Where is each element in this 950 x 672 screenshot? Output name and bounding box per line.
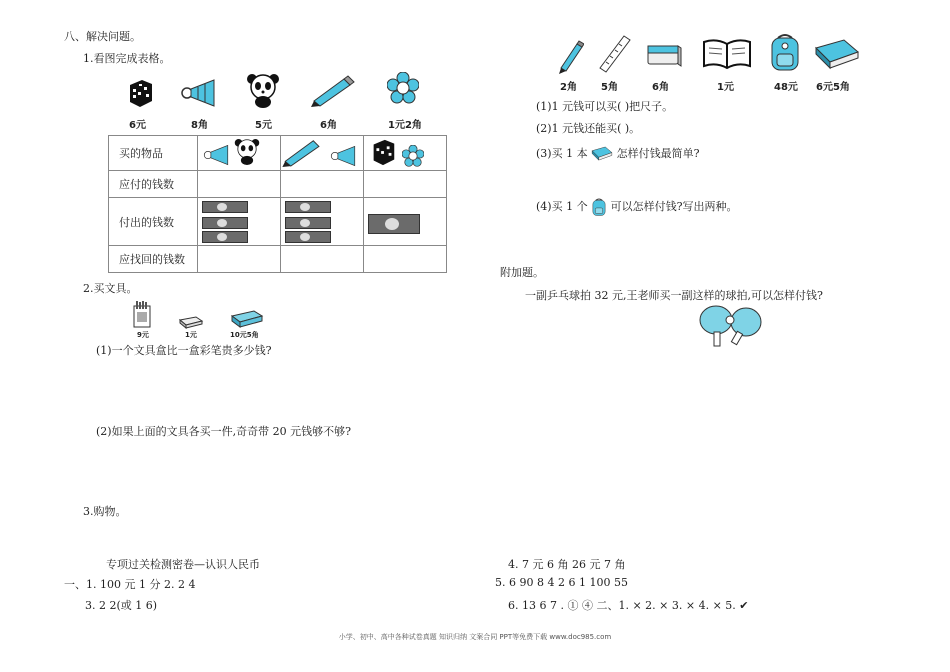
price-label: 1元2角 xyxy=(388,120,422,131)
right-question-2: (2)1 元钱还能买( )。 xyxy=(536,122,641,135)
banknote-icon xyxy=(202,201,248,213)
ping-pong-paddles-icon xyxy=(696,304,768,351)
panda-icon xyxy=(234,138,260,166)
shuttlecock-icon xyxy=(329,145,357,167)
flower-icon xyxy=(402,145,424,167)
pencil-case-icon xyxy=(230,310,264,331)
row-header: 应找回的钱数 xyxy=(109,246,198,273)
table-cell xyxy=(198,136,281,171)
banknote-icon xyxy=(368,214,420,234)
price-label: 10元5角 xyxy=(230,331,259,339)
table-row xyxy=(109,171,447,198)
answer-cell[interactable] xyxy=(364,171,447,198)
table-cell xyxy=(198,198,281,246)
table-row xyxy=(109,136,447,171)
notebook-icon xyxy=(814,38,860,75)
price-label: 2角 xyxy=(560,82,577,93)
answer-line: 6. 13 6 7 . ① ④ 二、1. × 2. × 3. × 4. × 5. ✔ xyxy=(508,599,749,612)
banknote-icon xyxy=(202,217,248,229)
price-label: 1元 xyxy=(185,331,197,339)
open-book-icon xyxy=(702,38,752,73)
banknote-icon xyxy=(285,217,331,229)
right-question-4: (4)买 1 个 可以怎样付钱?写出两种。 xyxy=(536,197,737,217)
price-label: 48元 xyxy=(774,82,798,93)
table-cell xyxy=(281,136,364,171)
answers-title: 专项过关检测密卷—认识人民币 xyxy=(106,558,260,571)
section-title: 八、解决问题。 xyxy=(64,30,141,43)
ruler-icon xyxy=(598,34,632,77)
dice-box-icon xyxy=(124,77,156,112)
price-label: 6元5角 xyxy=(816,82,850,93)
row-header: 应付的钱数 xyxy=(109,171,198,198)
dice-box-icon xyxy=(368,137,398,167)
question-3-title: 3.购物。 xyxy=(83,505,127,518)
right-question-1: (1)1 元钱可以买( )把尺子。 xyxy=(536,100,674,113)
backpack-icon xyxy=(591,197,607,217)
price-label: 5元 xyxy=(255,120,272,131)
extra-title: 附加题。 xyxy=(500,266,544,279)
table-cell xyxy=(281,198,364,246)
price-label: 6元 xyxy=(129,120,146,131)
pencil-icon xyxy=(281,137,325,167)
answer-line: 5. 6 90 8 4 2 6 1 100 55 xyxy=(495,576,628,589)
notebook-icon xyxy=(591,146,613,162)
price-label: 1元 xyxy=(717,82,734,93)
extra-question: 一副乒乓球拍 32 元,王老师买一副这样的球拍,可以怎样付钱? xyxy=(525,289,823,302)
answer-cell[interactable] xyxy=(364,246,447,273)
right-question-3: (3)买 1 本 怎样付钱最简单? xyxy=(536,147,700,160)
answer-cell[interactable] xyxy=(198,171,281,198)
table-row xyxy=(109,198,447,246)
question-1-title: 1.看图完成表格。 xyxy=(83,52,171,65)
table-cell xyxy=(364,136,447,171)
crayon-box-icon xyxy=(133,300,151,331)
row-header: 付出的钱数 xyxy=(109,198,198,246)
answer-line: 4. 7 元 6 角 26 元 7 角 xyxy=(508,558,626,571)
eraser-icon xyxy=(646,42,682,71)
answer-line: 一、1. 100 元 1 分 2. 2 4 xyxy=(64,578,196,591)
shuttlecock-icon xyxy=(202,144,230,166)
price-label: 6角 xyxy=(320,120,337,131)
purchase-table xyxy=(108,135,447,273)
shuttlecock-icon xyxy=(180,78,216,111)
price-label: 8角 xyxy=(191,120,208,131)
backpack-icon xyxy=(768,32,802,75)
flower-icon xyxy=(387,72,419,107)
question-2-title: 2.买文具。 xyxy=(83,282,138,295)
panda-icon xyxy=(246,73,280,112)
answer-cell[interactable] xyxy=(198,246,281,273)
answer-cell[interactable] xyxy=(281,246,364,273)
price-label: 5角 xyxy=(601,82,618,93)
question-2-sub-2: (2)如果上面的文具各买一件,奇奇带 20 元钱够不够? xyxy=(96,425,351,438)
table-row xyxy=(109,246,447,273)
banknote-icon xyxy=(285,231,331,243)
table-cell xyxy=(364,198,447,246)
row-header: 买的物品 xyxy=(109,136,198,171)
answer-line: 3. 2 2(或 1 6) xyxy=(85,599,158,612)
banknote-icon xyxy=(285,201,331,213)
footer-text: 小学、初中、高中各种试卷真题 知识归纳 文案合同 PPT等免费下载 www.doc985.com xyxy=(338,633,612,641)
price-label: 6角 xyxy=(652,82,669,93)
answer-cell[interactable] xyxy=(281,171,364,198)
pencil-icon xyxy=(558,40,584,77)
question-2-sub-1: (1)一个文具盒比一盒彩笔贵多少钱? xyxy=(96,344,272,357)
price-label: 9元 xyxy=(137,331,149,339)
banknote-icon xyxy=(202,231,248,243)
pencil-icon xyxy=(310,75,356,110)
